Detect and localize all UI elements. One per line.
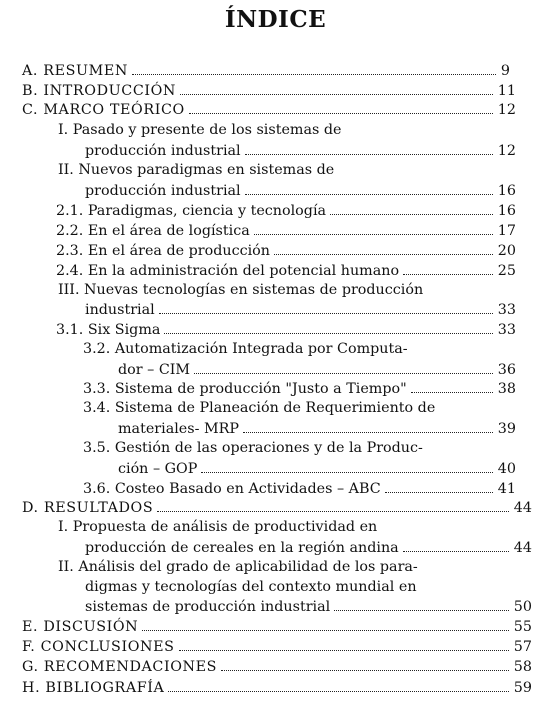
toc-page-number: 12 — [497, 143, 516, 159]
dot-leader — [142, 616, 509, 631]
toc-entry-label: 3.1. Six Sigma — [56, 322, 161, 338]
dot-leader — [132, 60, 496, 75]
toc-entry-3-2-line1 — [83, 339, 516, 359]
toc-page-number: 57 — [513, 639, 532, 655]
toc-entry-2-3 — [56, 240, 516, 260]
toc-page-number: 11 — [497, 83, 516, 99]
toc-page-number: 59 — [513, 680, 532, 696]
toc-entry-3-3 — [83, 378, 516, 398]
toc-entry-label: D. RESULTADOS — [22, 500, 154, 516]
dot-leader — [334, 596, 509, 611]
toc-page-number: 38 — [497, 381, 516, 397]
toc-entry-2-4 — [56, 260, 516, 280]
toc-entry-label: G. RECOMENDACIONES — [22, 659, 218, 675]
toc-entry-3-6 — [83, 478, 516, 498]
toc-page-number: 33 — [497, 322, 516, 338]
toc-entry-label: ción – GOP — [118, 461, 198, 477]
dot-leader — [189, 99, 493, 114]
toc-entry-d-ii-line1 — [58, 557, 532, 577]
toc-entry-label: E. DISCUSIÓN — [22, 619, 139, 635]
toc-entry-label: F. CONCLUSIONES — [22, 639, 175, 655]
dot-leader — [157, 497, 509, 512]
toc-entry-label: producción de cereales en la región andina — [85, 540, 399, 556]
dot-leader — [403, 260, 493, 275]
dot-leader — [164, 319, 492, 334]
dot-leader — [243, 418, 493, 433]
toc-page-number: 39 — [497, 421, 516, 437]
toc-entry-label: C. MARCO TEÓRICO — [22, 102, 185, 118]
dot-leader — [274, 240, 493, 255]
toc-entry-iii-line1 — [58, 280, 516, 300]
toc-entry-d-i-line2 — [85, 537, 532, 557]
dot-leader — [179, 636, 509, 651]
toc-entry-3-2-line2 — [118, 359, 516, 379]
toc-entry-3-5-line2 — [118, 458, 516, 478]
toc-entry-label: III. Nuevas tecnologías en sistemas de producción — [58, 282, 424, 298]
dot-leader — [221, 656, 509, 671]
toc-entry-label: producción industrial — [85, 143, 241, 159]
dot-leader — [403, 537, 509, 552]
toc-entry-ii-line1 — [58, 160, 516, 180]
toc-entry-label: 2.4. En la administración del potencial humano — [56, 263, 400, 279]
dot-leader — [385, 478, 493, 493]
toc-page-number: 44 — [513, 540, 532, 556]
toc-entry-label: B. INTRODUCCIÓN — [22, 83, 177, 99]
toc-page-number: 58 — [513, 659, 532, 675]
dot-leader — [168, 677, 508, 692]
toc-page-number: 16 — [497, 203, 516, 219]
toc-entry-i-line2 — [85, 140, 516, 160]
toc-entry-recomendaciones — [22, 656, 532, 676]
toc-entry-label: 3.2. Automatización Integrada por Computa- — [83, 341, 408, 357]
toc-entry-bibliografia — [22, 677, 532, 697]
toc-entry-2-1 — [56, 200, 516, 220]
toc-entry-2-2 — [56, 220, 516, 240]
dot-leader — [159, 299, 493, 314]
toc-entry-label: I. Pasado y presente de los sistemas de — [58, 122, 342, 138]
toc-entry-label: 2.2. En el área de logística — [56, 223, 250, 239]
toc-page-number: 33 — [497, 302, 516, 318]
toc-page-number: 50 — [513, 599, 532, 615]
dot-leader — [245, 180, 493, 195]
toc-entry-label: 3.3. Sistema de producción "Justo a Tiempo" — [83, 381, 407, 397]
toc-entry-d-ii-line2 — [85, 577, 532, 597]
toc-entry-label: H. BIBLIOGRAFÍA — [22, 680, 165, 696]
toc-entry-i-line1 — [58, 120, 516, 140]
toc-entry-discusion — [22, 616, 532, 636]
page-title: ÍNDICE — [224, 6, 327, 33]
dot-leader — [245, 140, 493, 155]
toc-page-number: 9 — [500, 63, 510, 79]
toc-entry-iii-line2 — [85, 299, 516, 319]
toc-page-number: 36 — [497, 362, 516, 378]
toc-entry-label: 2.3. En el área de producción — [56, 243, 270, 259]
dot-leader — [201, 458, 492, 473]
toc-page-number: 55 — [513, 619, 532, 635]
toc-entry-label: II. Nuevos paradigmas en sistemas de — [58, 162, 335, 178]
dot-leader — [254, 220, 493, 235]
toc-entry-label: 3.6. Costeo Basado en Actividades – ABC — [83, 481, 381, 497]
toc-entry-3-4-line2 — [118, 418, 516, 438]
toc-entry-label: producción industrial — [85, 183, 241, 199]
toc-entry-3-1 — [56, 319, 516, 339]
toc-entry-label: I. Propuesta de análisis de productividad en — [58, 519, 378, 535]
toc-entry-label: industrial — [85, 302, 155, 318]
toc-entry-label: 3.5. Gestión de las operaciones y de la Produc- — [83, 440, 423, 456]
dot-leader — [330, 200, 493, 215]
toc-entry-marco-teorico — [22, 99, 516, 119]
toc-entry-conclusiones — [22, 636, 532, 656]
toc-entry-label: II. Análisis del grado de aplicabilidad de los para- — [58, 559, 418, 575]
toc-entry-label: A. RESUMEN — [22, 63, 129, 79]
toc-page-number: 16 — [497, 183, 516, 199]
toc-page-number: 12 — [497, 102, 516, 118]
toc-entry-label: sistemas de producción industrial — [85, 599, 331, 615]
dot-leader — [411, 378, 493, 393]
toc-entry-label: dor – CIM — [118, 362, 191, 378]
toc-entry-ii-line2 — [85, 180, 516, 200]
toc-entry-3-5-line1 — [83, 438, 516, 458]
toc-entry-label: 3.4. Sistema de Planeación de Requerimiento de — [83, 400, 436, 416]
toc-entry-label: materiales- MRP — [118, 421, 239, 437]
toc-entry-d-ii-line3 — [85, 596, 532, 616]
dot-leader — [194, 359, 493, 374]
toc-entry-label: 2.1. Paradigmas, ciencia y tecnología — [56, 203, 327, 219]
toc-page-number: 20 — [497, 243, 516, 259]
toc-page-number: 41 — [497, 481, 516, 497]
toc-entry-d-i-line1 — [58, 517, 532, 537]
toc-page-number: 17 — [497, 223, 516, 239]
dot-leader — [180, 80, 493, 95]
toc-entry-introduccion — [22, 80, 516, 100]
toc-entry-label: digmas y tecnologías del contexto mundial en — [85, 579, 417, 595]
toc-entry-3-4-line1 — [83, 398, 516, 418]
toc-page-number: 25 — [497, 263, 516, 279]
toc-page-number: 44 — [513, 500, 532, 516]
toc-entry-resumen — [22, 60, 510, 80]
toc-page-number: 40 — [497, 461, 516, 477]
toc-entry-resultados — [22, 497, 532, 517]
